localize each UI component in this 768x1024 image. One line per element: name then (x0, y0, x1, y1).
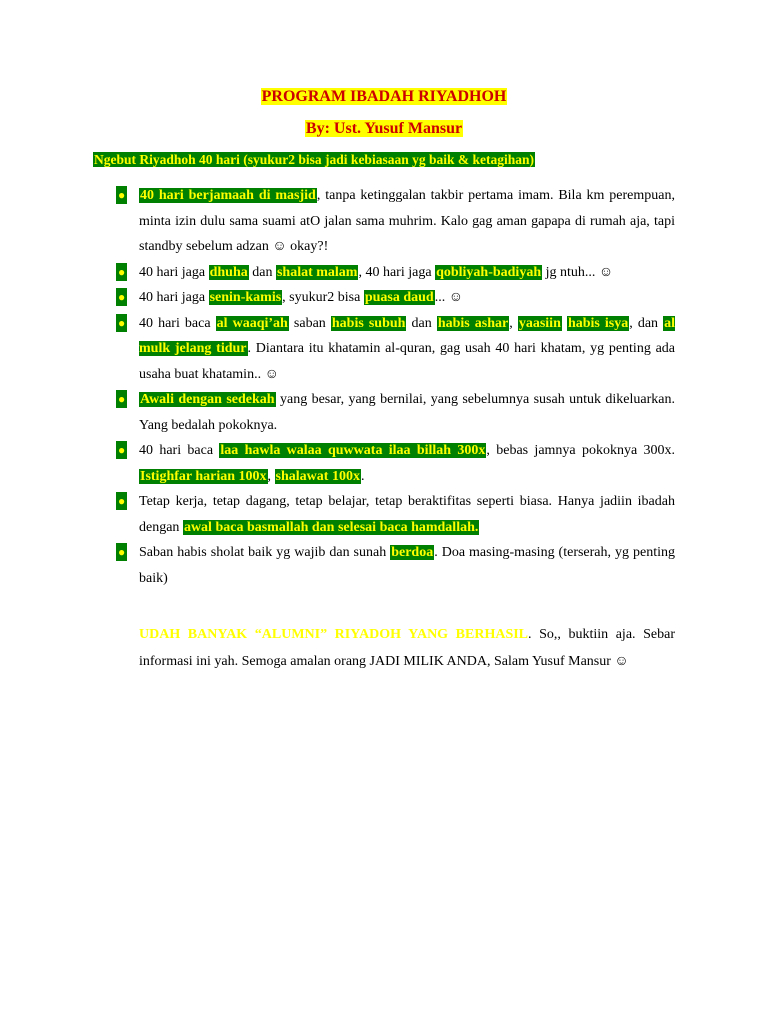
item-text: . Diantara itu khatamin al-quran, gag usah 40 hari khatam, yg penting ada usaha buat khatamin.. ☺ (139, 341, 675, 382)
bullet-icon: ● (118, 392, 126, 406)
highlight-text: Istighfar harian 100x (140, 468, 267, 484)
item-text: Tetap kerja, tetap dagang, tetap belajar, tetap beraktifitas seperti biasa. Hanya jadiin ibadah dengan (139, 494, 675, 535)
list-item (116, 285, 675, 311)
bullet-icon: ● (118, 188, 126, 202)
list-item (116, 311, 675, 388)
item-text: , tanpa ketinggalan takbir pertama imam. Bila km perempuan, minta izin dulu sama suami atO jalan sama muhrim. Kalo gag aman gapapa di rumah aja, tapi standby sebelum adzan ☺ okay?! (139, 188, 675, 254)
highlight-text: habis isya (567, 315, 629, 331)
item-text: saban (288, 315, 331, 331)
highlight-text: berdoa (391, 545, 434, 560)
highlight-text: laa hawla walaa quwwata ilaa billah 300x (220, 443, 486, 458)
highlight-text: Awali dengan sedekah (140, 392, 275, 407)
document-title (0, 88, 768, 106)
highlight-text: awal baca basmallah dan selesai baca hamdallah. (183, 519, 479, 535)
highlight-text: senin-kamis (209, 290, 282, 305)
highlight-text: puasa daud (364, 290, 434, 305)
list-item (116, 438, 675, 489)
bullet-icon: ● (118, 443, 126, 457)
document-subtitle (0, 120, 768, 138)
highlight-text: dhuha (209, 264, 248, 280)
item-text: . (360, 468, 365, 484)
item-text: , syukur2 bisa (282, 290, 364, 305)
item-text: 40 hari baca (139, 443, 220, 458)
item-text: , dan (629, 315, 664, 331)
list-item (116, 540, 675, 591)
item-text: , (267, 468, 275, 484)
subtitle-text: By: Ust. Yusuf Mansur (305, 120, 463, 137)
list-item (116, 183, 675, 260)
bullet-icon: ● (118, 290, 126, 304)
highlight-text: al waaqi’ah (216, 315, 288, 331)
intro-line (93, 152, 535, 168)
highlight-text: shalat malam (276, 264, 358, 280)
highlight-text: 40 hari berjamaah di masjid (140, 188, 316, 203)
highlight-text: al mulk jelang tidur (139, 315, 676, 356)
highlight-text: habis subuh (331, 315, 406, 331)
bullet-icon: ● (118, 545, 126, 559)
bullet-icon: ● (118, 494, 126, 508)
list-item (116, 260, 675, 286)
bullet-icon: ● (118, 315, 126, 330)
item-text: dan (406, 315, 437, 331)
item-text: 40 hari jaga (139, 290, 209, 305)
item-text: Saban habis sholat baik yg wajib dan sunah (139, 545, 391, 560)
item-text: jg ntuh... ☺ (542, 264, 614, 280)
item-text: dan (248, 264, 276, 280)
item-text: ... ☺ (434, 290, 464, 305)
item-text: , 40 hari jaga (358, 264, 436, 280)
item-text: 40 hari jaga (139, 264, 209, 280)
title-text: PROGRAM IBADAH RIYADHOH (261, 88, 507, 105)
item-text: . Doa masing-masing (terserah, yg penting baik) (139, 545, 675, 586)
list-item (116, 387, 675, 438)
highlight-text: qobliyah-badiyah (436, 264, 542, 280)
program-list (116, 183, 675, 591)
highlight-text: habis ashar (437, 315, 509, 331)
highlight-text: shalawat 100x (275, 468, 360, 484)
bullet-icon: ● (118, 264, 126, 279)
list-item (116, 489, 675, 540)
closing-paragraph (139, 622, 675, 675)
closing-highlight: UDAH BANYAK “ALUMNI” RIYADOH YANG BERHASIL (139, 627, 529, 642)
highlight-text: yaasiin (518, 315, 561, 331)
item-text: yang besar, yang bernilai, yang sebelumnya susah untuk dikeluarkan. Yang bedalah pokoknya. (139, 392, 675, 433)
intro-text: Ngebut Riyadhoh 40 hari (syukur2 bisa jadi kebiasaan yg baik & ketagihan) (94, 152, 534, 167)
item-text: , (509, 315, 518, 331)
closing-text: . So,, buktiin aja. Sebar informasi ini yah. Semoga amalan orang JADI MILIK ANDA, Salam Yusuf Mansur ☺ (139, 627, 675, 669)
item-text: 40 hari baca (139, 315, 216, 331)
item-text: , bebas jamnya pokoknya 300x. (486, 443, 675, 458)
